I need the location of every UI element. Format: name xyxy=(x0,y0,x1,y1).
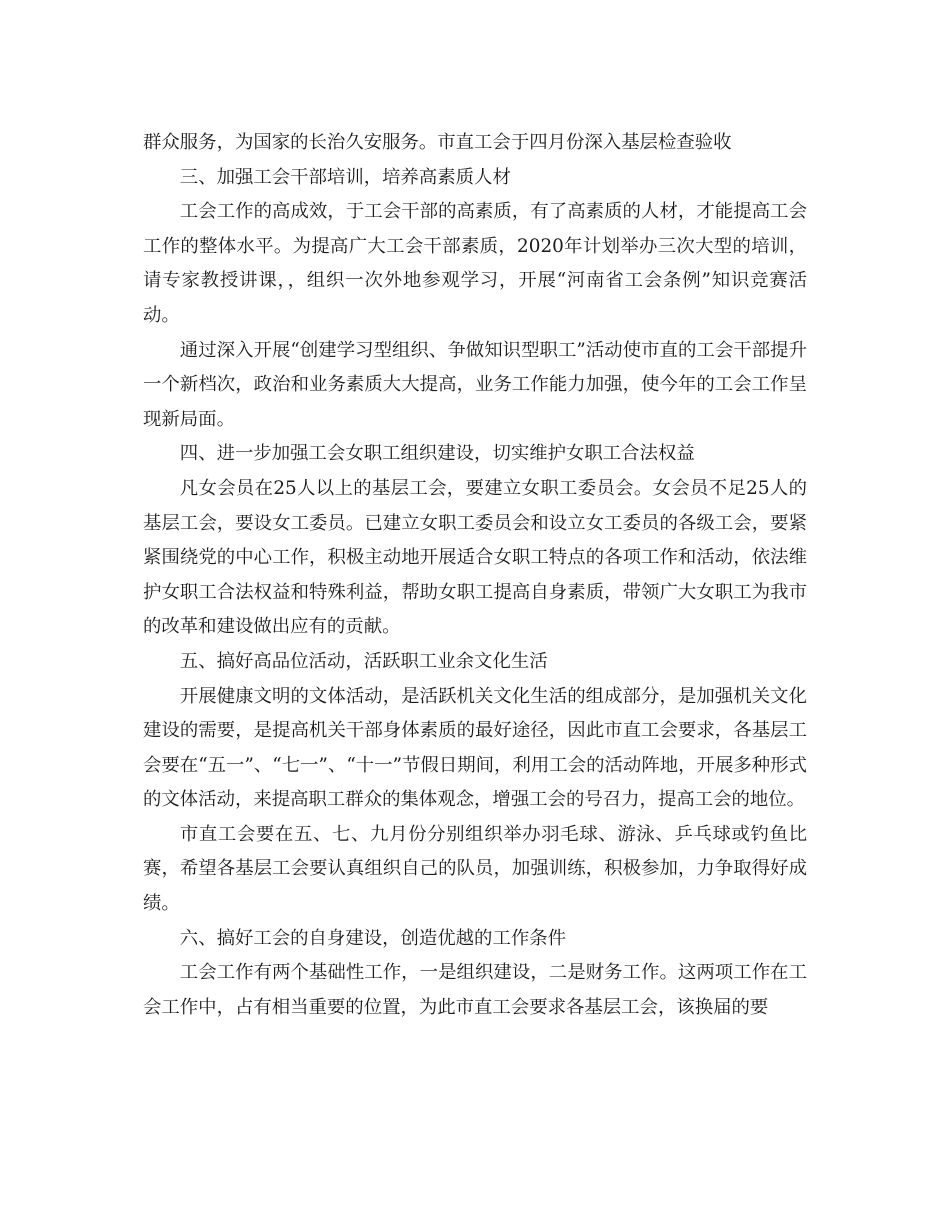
paragraph: 市直工会要在五、七、九月份分别组织举办羽毛球、游泳、乒乓球或钓鱼比赛，希望各基层工会要认真组织自己的队员，加强训练，积极参加，力争取得好成绩。 xyxy=(143,823,807,915)
section-heading-3: 三、加强工会干部培训，培养高素质人材 xyxy=(179,166,511,188)
section-heading-4: 四、进一步加强工会女职工组织建设，切实维护女职工合法权益 xyxy=(179,443,695,465)
paragraph: 开展健康文明的文体活动，是活跃机关文化生活的组成部分，是加强机关文化建设的需要，是提高机关干部身体素质的最好途径，因此市直工会要求，各基层工会要在“五一”、“七一”、“十一”节假日期间，利用工会的活动阵地，开展多种形式的文体活动，来提高职工群众的集体观念，增强工会的号召力，提高工会的地位。 xyxy=(143,685,807,811)
document-body xyxy=(143,126,807,1025)
paragraph: 工会工作的高成效，于工会干部的高素质，有了高素质的人材，才能提高工会工作的整体水平。为提高广大工会干部素质，2020年计划举办三次大型的培训，请专家教授讲课，，组织一次外地参观学习，开展“河南省工会条例”知识竞赛活动。 xyxy=(143,201,807,326)
paragraph: 凡女会员在25人以上的基层工会，要建立女职工委员会。女会员不足25人的基层工会，要设女工委员。已建立女职工委员会和设立女工委员的各级工会，要紧紧围绕党的中心工作，积极主动地开展适合女职工特点的各项工作和活动，依法维护女职工合法权益和特殊利益，帮助女职工提高自身素质，带领广大女职工为我市的改革和建设做出应有的贡献。 xyxy=(143,477,807,638)
paragraph: 工会工作有两个基础性工作，一是组织建设，二是财务工作。这两项工作在工会工作中，占有相当重要的位置，为此市直工会要求各基层工会，该换届的要 xyxy=(143,962,807,1018)
paragraph: 通过深入开展“创建学习型组织、争做知识型职工”活动使市直的工会干部提升一个新档次，政治和业务素质大大提高，业务工作能力加强，使今年的工会工作呈现新局面。 xyxy=(143,339,807,430)
paragraph-continuation: 群众服务，为国家的长治久安服务。市直工会于四月份深入基层检查验收 xyxy=(143,132,732,153)
section-heading-6: 六、搞好工会的自身建设，创造优越的工作条件 xyxy=(179,927,567,949)
section-heading-5: 五、搞好高品位活动，活跃职工业余文化生活 xyxy=(179,650,548,672)
